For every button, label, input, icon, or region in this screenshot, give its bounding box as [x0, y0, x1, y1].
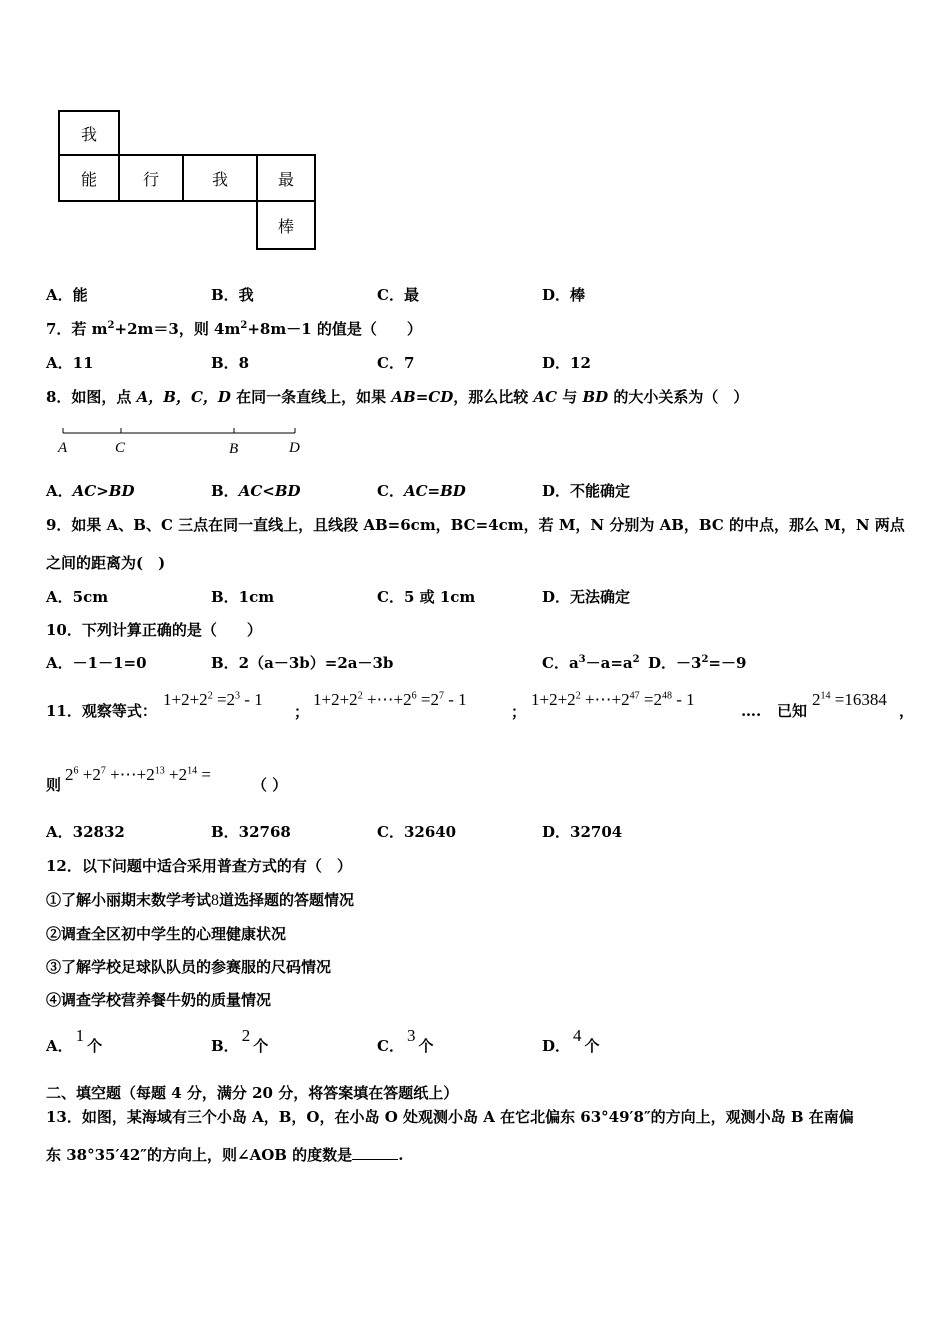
q6-option-b: B．我 [211, 286, 254, 304]
q11-eq1: $1+2+2^2 =2^3 - 1$ [163, 690, 263, 709]
q8-line-figure [50, 422, 310, 458]
q6-option-d: D．棒 [542, 286, 586, 304]
q11-eq3: $1+2+2^2$ $+\cdots+2^{47} =2^{48} - 1$ [531, 690, 695, 709]
q11-expression: $2^6 +2^7$ $+\cdots+2^{13} +2^{14}$ = [65, 765, 211, 784]
q6-option-a: A．能 [46, 286, 88, 304]
q12-stem: 12．以下问题中适合采用普查方式的有（ ） [46, 857, 352, 875]
net-cell-top: 我 [58, 110, 120, 156]
label-d: D [289, 440, 300, 456]
q7-option-d: D．12 [542, 354, 591, 372]
q11-sep-1: ； [294, 703, 310, 721]
q12-item-4: ④调查学校营养餐牛奶的质量情况 [46, 991, 272, 1009]
q9-stem-line1: 9．如果 A、B、C 三点在同一直线上，且线段 AB=6cm，BC=4cm，若 M，N 分别为 AB，BC 的中点，那么 M，N 两点 [46, 516, 905, 534]
q9-stem-line2: 之间的距离为( ) [46, 554, 166, 572]
q8-option-b: B．AC<BD [211, 482, 301, 500]
q9-option-c: C．5 或 1cm [377, 588, 476, 606]
net-cell-1: 能 [58, 154, 120, 202]
q10-stem: 10．下列计算正确的是（ ） [46, 621, 262, 639]
q13-answer-blank [352, 1145, 398, 1160]
q12-item-1: ①了解小丽期末数学考试8道选择题的答题情况 [46, 891, 355, 909]
q12-option-d: D．4个 [542, 1026, 600, 1055]
net-cell-4: 最 [256, 154, 316, 202]
q10-option-c: C．$a^3-a=a^2$ [542, 654, 640, 672]
q13-stem-line1: 13．如图，某海域有三个小岛 A，B，O，在小岛 O 处观测小岛 A 在它北偏东 63°49′8″的方向上，观测小岛 B 在南偏 [46, 1108, 854, 1126]
q11-lead: 11．观察等式： [46, 702, 157, 720]
q10-option-a: A．－1－1=0 [46, 654, 147, 672]
q7-option-b: B．8 [211, 354, 250, 372]
section-title: 二、填空题（每题 4 分，满分 20 分，将答案填在答题纸上） [46, 1084, 459, 1102]
q10-option-b: B．2（a－3b）=2a－3b [211, 654, 394, 672]
q8-option-c: C．AC=BD [377, 482, 466, 500]
q12-item-3: ③了解学校足球队队员的参赛服的尺码情况 [46, 958, 332, 976]
q11-option-c: C．32640 [377, 823, 457, 841]
q11-paren: （ ） [252, 776, 288, 794]
q9-option-b: B．1cm [211, 588, 275, 606]
q12-option-c: C．3个 [377, 1026, 434, 1055]
q7-option-a: A．11 [46, 354, 94, 372]
q11-comma: ， [899, 702, 915, 720]
q10-option-d: D．$-3^2=-9$ [648, 654, 747, 672]
net-cell-bottom: 棒 [256, 200, 316, 250]
q11-option-d: D．32704 [542, 823, 623, 841]
q8-stem: 8．如图，点 A，B，C，D 在同一条直线上，如果 AB=CD，那么比较 AC 与 BD 的大小关系为（ ） [46, 388, 749, 406]
label-c: C [115, 440, 126, 456]
q12-option-b: B．2个 [211, 1026, 269, 1055]
q6-option-c: C．最 [377, 286, 419, 304]
label-a: A [58, 440, 68, 456]
q11-known-eq: $2^{14} =16384$ [812, 690, 887, 709]
q8-option-a: A．AC>BD [46, 482, 135, 500]
q11-sep-2: ； [511, 703, 527, 721]
q7-stem: 7．若 $m^2+2m=3$，则 $4m^2+8m-1$ 的值是（ ） [46, 320, 422, 338]
label-b: B [229, 441, 239, 457]
net-cell-2: 行 [118, 154, 184, 202]
q11-then: 则 [46, 776, 62, 794]
q8-option-d: D．不能确定 [542, 482, 631, 500]
q13-stem-line2: 东 38°35′42″的方向上，则∠AOB 的度数是 . [46, 1146, 404, 1164]
q11-known: 已知 [777, 702, 808, 720]
q11-dots: …. [741, 702, 762, 720]
q11-option-b: B．32768 [211, 823, 291, 841]
q9-option-a: A．5cm [46, 588, 109, 606]
q7-option-c: C．7 [377, 354, 415, 372]
q11-eq2: $1+2+2^2$ $+\cdots+2^6 =2^7 - 1$ [313, 690, 467, 709]
net-cell-3: 我 [182, 154, 258, 202]
q12-item-2: ②调查全区初中学生的心理健康状况 [46, 925, 287, 943]
q11-option-a: A．32832 [46, 823, 125, 841]
q12-option-a: A．1个 [46, 1026, 103, 1055]
q9-option-d: D．无法确定 [542, 588, 631, 606]
